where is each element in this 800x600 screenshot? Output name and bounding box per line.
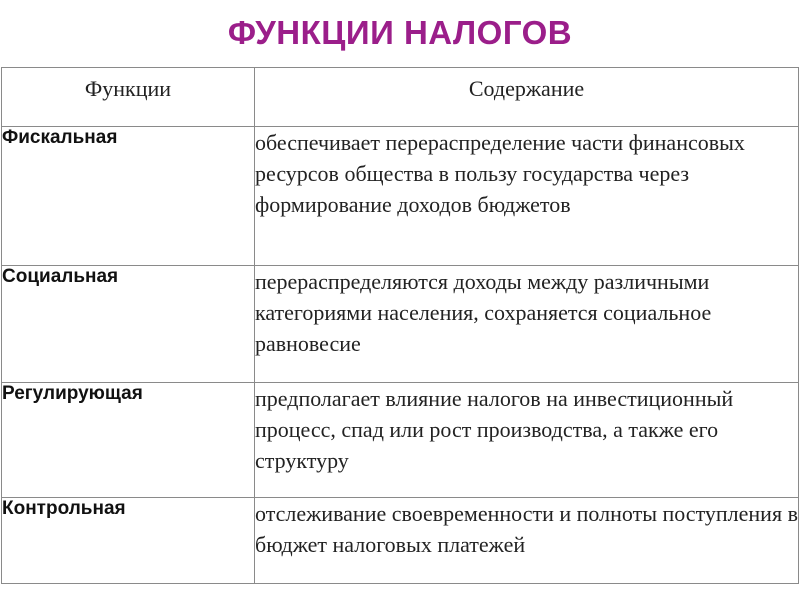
table-row <box>2 127 799 266</box>
function-name-cell: Фискальная <box>2 127 255 266</box>
page-title: ФУНКЦИИ НАЛОГОВ <box>227 14 573 51</box>
function-content-cell: отслеживание своевременности и полноты поступления в бюджет налоговых платежей <box>255 498 799 584</box>
column-header-content: Содержание <box>255 68 799 127</box>
tax-functions-table <box>1 67 799 584</box>
function-content-cell: перераспределяются доходы между различными категориями населения, сохраняется социальное равновесие <box>255 266 799 383</box>
function-name-cell: Регулирующая <box>2 383 255 498</box>
table-row <box>2 383 799 498</box>
table-header-row <box>2 68 799 127</box>
column-header-functions: Функции <box>2 68 255 127</box>
function-content-cell: предполагает влияние налогов на инвестиционный процесс, спад или рост производства, а также его структуру <box>255 383 799 498</box>
function-content-cell: обеспечивает перераспределение части финансовых ресурсов общества в пользу государства через формирование доходов бюджетов <box>255 127 799 266</box>
function-name-cell: Контрольная <box>2 498 255 584</box>
table-row <box>2 266 799 383</box>
table-row <box>2 498 799 584</box>
function-name-cell: Социальная <box>2 266 255 383</box>
